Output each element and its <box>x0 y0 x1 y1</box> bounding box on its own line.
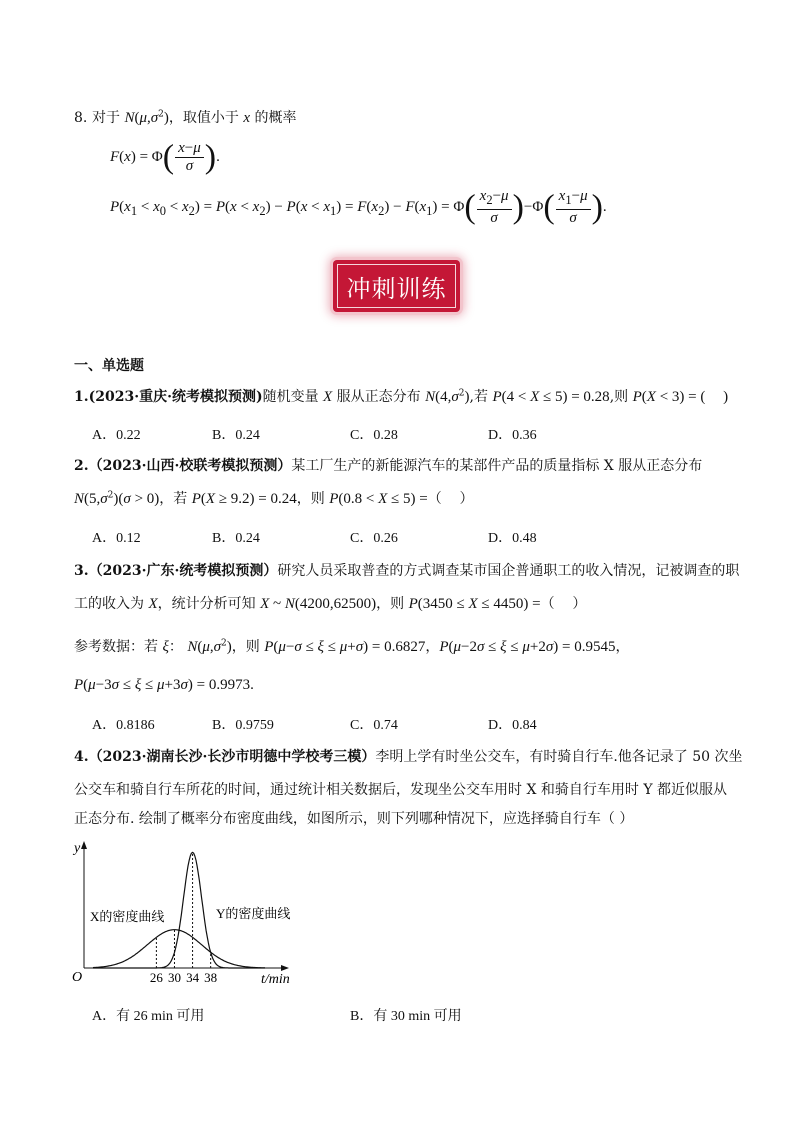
q2-option-a[interactable]: A．0.12 <box>92 531 141 546</box>
q4-option-a[interactable]: A．有 26 min 可用 <box>92 1009 205 1024</box>
question-2-line-2: $N(5,\sigma^2)(\sigma > 0)$，若 P(X ≥ 9.2) = 0.24，则 P(0.8 < X ≤ 5) =（ ） <box>74 490 474 507</box>
q1-option-a[interactable]: A．0.22 <box>92 428 141 443</box>
question-number: 4. <box>74 749 89 765</box>
q4-option-b[interactable]: B．有 30 min 可用 <box>350 1009 462 1024</box>
q2-option-b[interactable]: B．0.24 <box>212 531 260 546</box>
formula-line-1: F(x) = Φ( $\frac{x-\mu}{\sigma}$ ). <box>110 138 220 176</box>
question-source: （2023·山西·校联考模拟预测） <box>88 458 292 474</box>
x-tick-label: 34 <box>186 970 200 985</box>
density-curve-chart <box>64 838 314 988</box>
question-4-line-2: 公交车和骑自行车所花的时间，通过统计相关数据后，发现坐公交车用时 X 和骑自行车用时 Y 都近似服从 <box>74 782 728 798</box>
formula-line-2: $P(x_1 < x_0 < x_2) = P(x < x_2) - P(x < x_1) = F(x_2) - F(x_1) = \Phi$( $\frac{x_2-\mu}{\sigma}$ )−Φ( $\frac{x_1-\mu}{\sigma}$ ). <box>110 188 607 226</box>
question-source: (2023·重庆·统考模拟预测) <box>88 389 263 405</box>
sprint-training-banner <box>333 260 460 312</box>
q3-option-b[interactable]: B．0.9759 <box>212 718 274 733</box>
question-4-line-3: 正态分布. 绘制了概率分布密度曲线，如图所示，则下列哪种情况下，应选择骑自行车（ ） <box>74 811 634 827</box>
q1-option-d[interactable]: D．0.36 <box>488 428 537 443</box>
x-axis-arrow <box>281 965 289 971</box>
q1-option-b[interactable]: B．0.24 <box>212 428 260 443</box>
y-axis-label: y <box>74 841 81 856</box>
question-3 <box>74 560 739 580</box>
q3-option-a[interactable]: A．0.8186 <box>92 718 155 733</box>
question-2 <box>74 455 702 475</box>
x-tick-label: 30 <box>167 970 181 985</box>
question-stem-line-1: 研究人员采取普查的方式调查某市国企普通职工的收入情况，记被调查的职 <box>277 563 740 579</box>
question-4 <box>74 746 743 766</box>
question-3-reference-2: P(μ−3σ ≤ ξ ≤ μ+3σ) = 0.9973. <box>74 677 254 693</box>
q2-option-c[interactable]: C．0.26 <box>350 531 398 546</box>
series-label-x: X的密度曲线 <box>90 909 165 924</box>
x-tick-label: 26 <box>149 970 163 985</box>
q1-option-c[interactable]: C．0.28 <box>350 428 398 443</box>
q3-option-d[interactable]: D．0.84 <box>488 718 537 733</box>
question-stem-line-1: 李明上学有时坐公交车，有时骑自行车.他各记录了 50 次坐 <box>375 749 743 765</box>
formula-item-number: 8. <box>74 110 88 126</box>
question-source: （2023·湖南长沙·长沙市明德中学校考三模） <box>88 749 376 765</box>
question-stem-line-1: 某工厂生产的新能源汽车的某部件产品的质量指标 X 服从正态分布 <box>291 458 703 474</box>
question-3-line-2: 工的收入为 X，统计分析可知 X ~ N(4200,62500)，则 P(3450 ≤ X ≤ 4450) =（ ） <box>74 596 587 612</box>
formula-intro-rendered: 对于 $N(\mu,\sigma^2)$，取值小于 x 的概率 <box>92 109 297 126</box>
x-tick-label: 38 <box>204 970 218 985</box>
question-3-reference-1: 参考数据：若 ξ： $N(\mu,\sigma^2)$，则 P(μ−σ ≤ ξ ≤ μ+σ) = 0.6827，P(μ−2σ ≤ ξ ≤ μ+2σ) = 0.9545， <box>74 638 630 655</box>
series-label-y: Y的密度曲线 <box>216 906 291 921</box>
section-title: 一、单选题 <box>74 358 144 374</box>
density-curve-x <box>93 930 265 968</box>
y-axis-arrow <box>81 841 87 849</box>
question-number: 2. <box>74 458 89 474</box>
question-number: 1. <box>74 389 89 405</box>
x-axis-label: t/min <box>261 972 290 987</box>
q2-option-d[interactable]: D．0.48 <box>488 531 537 546</box>
q3-option-c[interactable]: C．0.74 <box>350 718 398 733</box>
origin-label: O <box>72 970 83 985</box>
question-stem-rendered: 随机变量 X 服从正态分布 $N(4,\sigma^2)$,若 P(4 < X ≤ 5) = 0.28,则 P(X < 3) = ( ) <box>262 388 729 405</box>
question-source: （2023·广东·统考模拟预测） <box>88 563 278 579</box>
question-number: 3. <box>74 563 89 579</box>
sprint-training-label: 冲刺训练 <box>337 264 456 308</box>
question-1 <box>74 386 728 406</box>
